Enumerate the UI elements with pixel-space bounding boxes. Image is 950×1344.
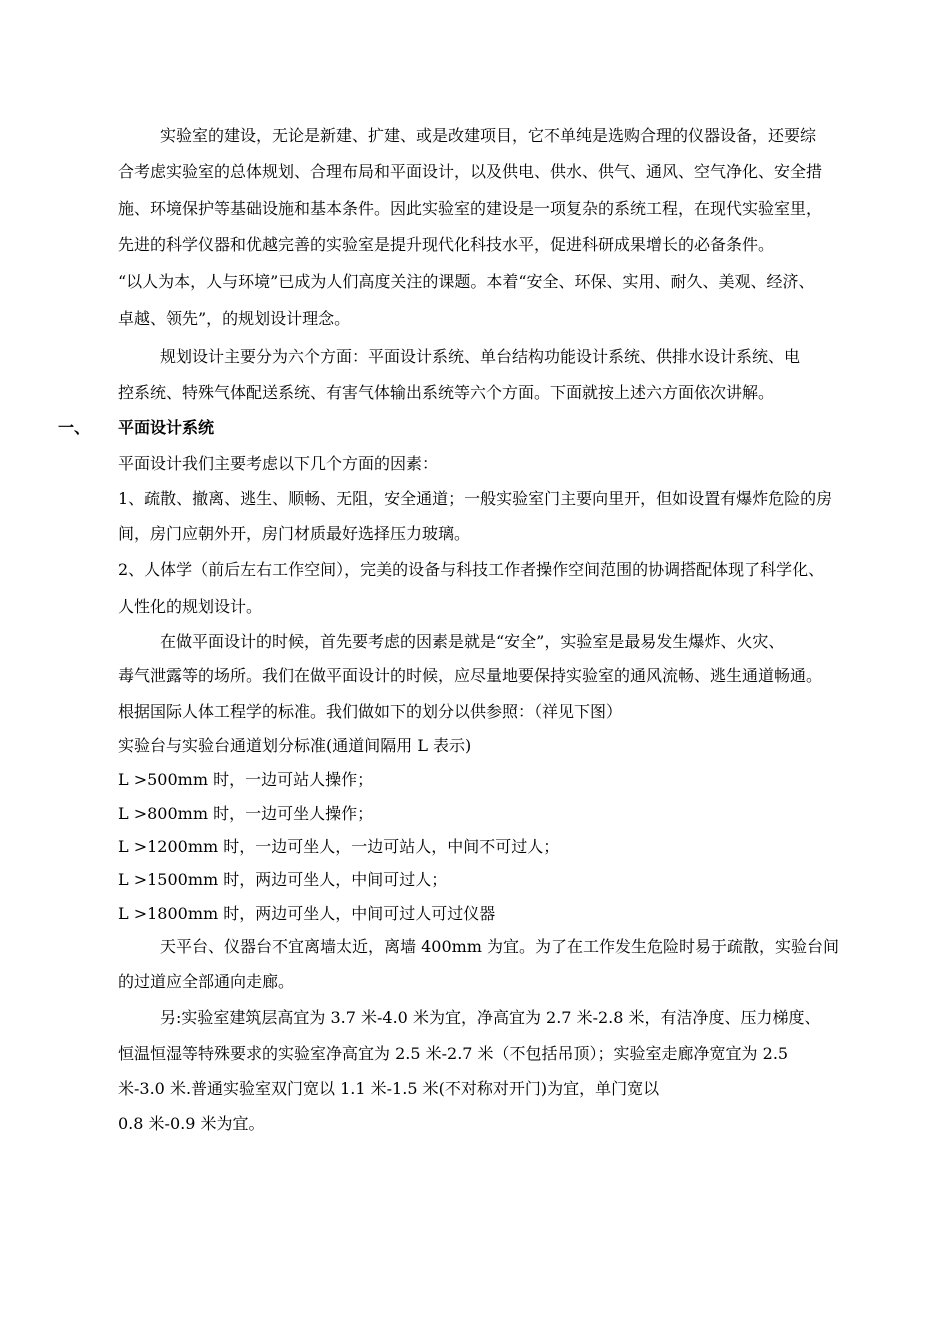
item-2-line-2: 人性化的规划设计。 bbox=[118, 597, 263, 616]
section-title: 平面设计系统 bbox=[118, 418, 215, 437]
intro-paragraph-1-line-6: 卓越、领先”，的规划设计理念。 bbox=[118, 309, 351, 328]
safety-paragraph-line-1: 在做平面设计的时候，首先要考虑的因素是就是“安全”，实验室是最易发生爆炸、火灾、 bbox=[160, 632, 785, 651]
standard-item: L >500mm 时，一边可站人操作； bbox=[118, 770, 374, 789]
standard-title: 实验台与实验台通道划分标准(通道间隔用 L 表示) bbox=[118, 736, 472, 755]
intro-paragraph-2-line-2: 控系统、特殊气体配送系统、有害气体输出系统等六个方面。下面就按上述六方面依次讲解。 bbox=[118, 383, 775, 402]
intro-paragraph-1-line-1: 实验室的建设，无论是新建、扩建、或是改建项目，它不单纯是选购合理的仪器设备，还要综 bbox=[160, 126, 817, 145]
height-paragraph-line-2: 恒温恒湿等特殊要求的实验室净高宜为 2.5 米-2.7 米（不包括吊顶）；实验室走廊净宽宜为 2.5 bbox=[118, 1044, 789, 1063]
height-paragraph-line-4: 0.8 米-0.9 米为宜。 bbox=[118, 1114, 265, 1133]
item-1-line-2: 间，房门应朝外开，房门材质最好选择压力玻璃。 bbox=[118, 524, 471, 543]
height-paragraph-line-1: 另:实验室建筑层高宜为 3.7 米-4.0 米为宜，净高宜为 2.7 米-2.8 米，有洁净度、压力梯度、 bbox=[160, 1008, 821, 1027]
intro-paragraph-1-line-5: “以人为本，人与环境”已成为人们高度关注的课题。本着“安全、环保、实用、耐久、美观、经济、 bbox=[118, 272, 815, 291]
intro-paragraph-2-line-1: 规划设计主要分为六个方面：平面设计系统、单台结构功能设计系统、供排水设计系统、电 bbox=[160, 347, 801, 366]
height-paragraph-line-3: 米-3.0 米.普通实验室双门宽以 1.1 米-1.5 米(不对称对开门)为宜，单门宽以 bbox=[118, 1079, 660, 1098]
section-lead: 平面设计我们主要考虑以下几个方面的因素： bbox=[118, 454, 439, 473]
section-number: 一、 bbox=[58, 418, 91, 437]
balance-paragraph-line-2: 的过道应全部通向走廊。 bbox=[118, 972, 295, 991]
intro-paragraph-1-line-2: 合考虑实验室的总体规划、合理布局和平面设计，以及供电、供水、供气、通风、空气净化、安全措 bbox=[118, 162, 823, 181]
safety-paragraph-line-2: 毒气泄露等的场所。我们在做平面设计的时候，应尽量地要保持实验室的通风流畅、逃生通道畅通。 bbox=[118, 666, 823, 685]
intro-paragraph-1-line-3: 施、环境保护等基础设施和基本条件。因此实验室的建设是一项复杂的系统工程，在现代实验室里， bbox=[118, 199, 823, 218]
section-heading bbox=[58, 416, 458, 440]
standard-item: L >800mm 时，一边可坐人操作； bbox=[118, 804, 374, 823]
intro-paragraph-1-line-4: 先进的科学仪器和优越完善的实验室是提升现代化科技水平，促进科研成果增长的必备条件。 bbox=[118, 235, 775, 254]
standard-item: L >1800mm 时，两边可坐人，中间可过人可过仪器 bbox=[118, 904, 496, 923]
balance-paragraph-line-1: 天平台、仪器台不宜离墙太近，离墙 400mm 为宜。为了在工作发生危险时易于疏散，实验台间 bbox=[160, 937, 840, 956]
item-1-line-1: 1、疏散、撤离、逃生、顺畅、无阻，安全通道；一般实验室门主要向里开，但如设置有爆炸危险的房 bbox=[118, 489, 833, 508]
item-2-line-1: 2、人体学（前后左右工作空间），完美的设备与科技工作者操作空间范围的协调搭配体现了科学化、 bbox=[118, 560, 825, 579]
standard-item: L >1500mm 时，两边可坐人，中间可过人； bbox=[118, 870, 448, 889]
standard-item: L >1200mm 时，一边可坐人，一边可站人，中间不可过人； bbox=[118, 837, 560, 856]
safety-paragraph-line-3: 根据国际人体工程学的标准。我们做如下的划分以供参照：（祥见下图） bbox=[118, 702, 623, 721]
